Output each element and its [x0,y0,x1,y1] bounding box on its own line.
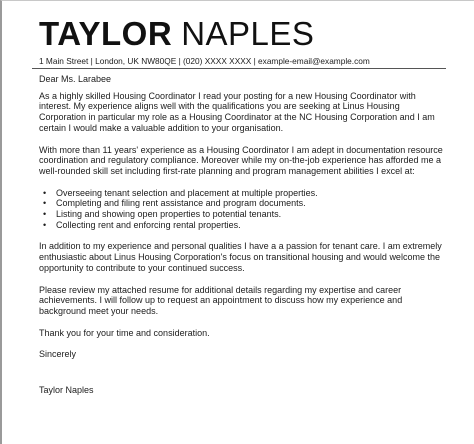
bullet-icon: • [43,219,47,230]
closing: Sincerely [39,349,77,360]
list-item [39,188,444,199]
header-divider [32,68,446,69]
list-item-text: Collecting rent and enforcing rental properties. [56,219,241,230]
header-name [39,16,314,52]
paragraph-intro: As a highly skilled Housing Coordinator I read your posting for a new Housing Coordinator with interest. My experience aligns well with the qualifications you are seeking at Linus Housing Corporation in particular my role as a Housing Coordinator at the NC Housing Corporation and I am certain I would make a valuable addition to your organisation. [39,90,435,133]
bullet-icon: • [43,187,47,198]
salutation: Dear Ms. Larabee [39,74,112,84]
skills-list [39,188,444,231]
contact-line: 1 Main Street | London, UK NW80QE | (020) XXXX XXXX | example-email@example.com [39,56,370,66]
paragraph-passion: In addition to my experience and personal qualities I have a a passion for tenant care. I am extremely enthusiastic about Linus Housing Corporation's focus on transitional housing and would welcome the opportunity to contribute to your continued success. [39,241,442,273]
bullet-icon: • [43,198,47,209]
thanks-line: Thank you for your time and consideration. [39,327,210,338]
list-item [39,198,444,209]
list-item-text: Listing and showing open properties to potential tenants. [56,209,282,220]
paragraph-experience: With more than 11 years' experience as a Housing Coordinator I am adept in documentation resource coordination and regulatory compliance. Moreover while my on-the-job experience has afforded me a well-rounded skill set including first-rate planning and program management abilities I excel at: [39,144,443,176]
letter-body [39,74,444,396]
list-item-text: Completing and filing rent assistance and program documents. [56,198,306,209]
header-last-name: NAPLES [181,15,315,52]
list-item-text: Overseeing tenant selection and placement at multiple properties. [56,187,318,198]
paragraph-follow-up: Please review my attached resume for additional details regarding my expertise and career achievements. I will follow up to request an appointment to discuss how my experience and background meet your needs. [39,284,403,316]
header-first-name: TAYLOR [39,15,173,52]
bullet-icon: • [43,209,47,220]
signature-name: Taylor Naples [39,385,94,396]
list-item [39,220,444,231]
list-item [39,209,444,220]
